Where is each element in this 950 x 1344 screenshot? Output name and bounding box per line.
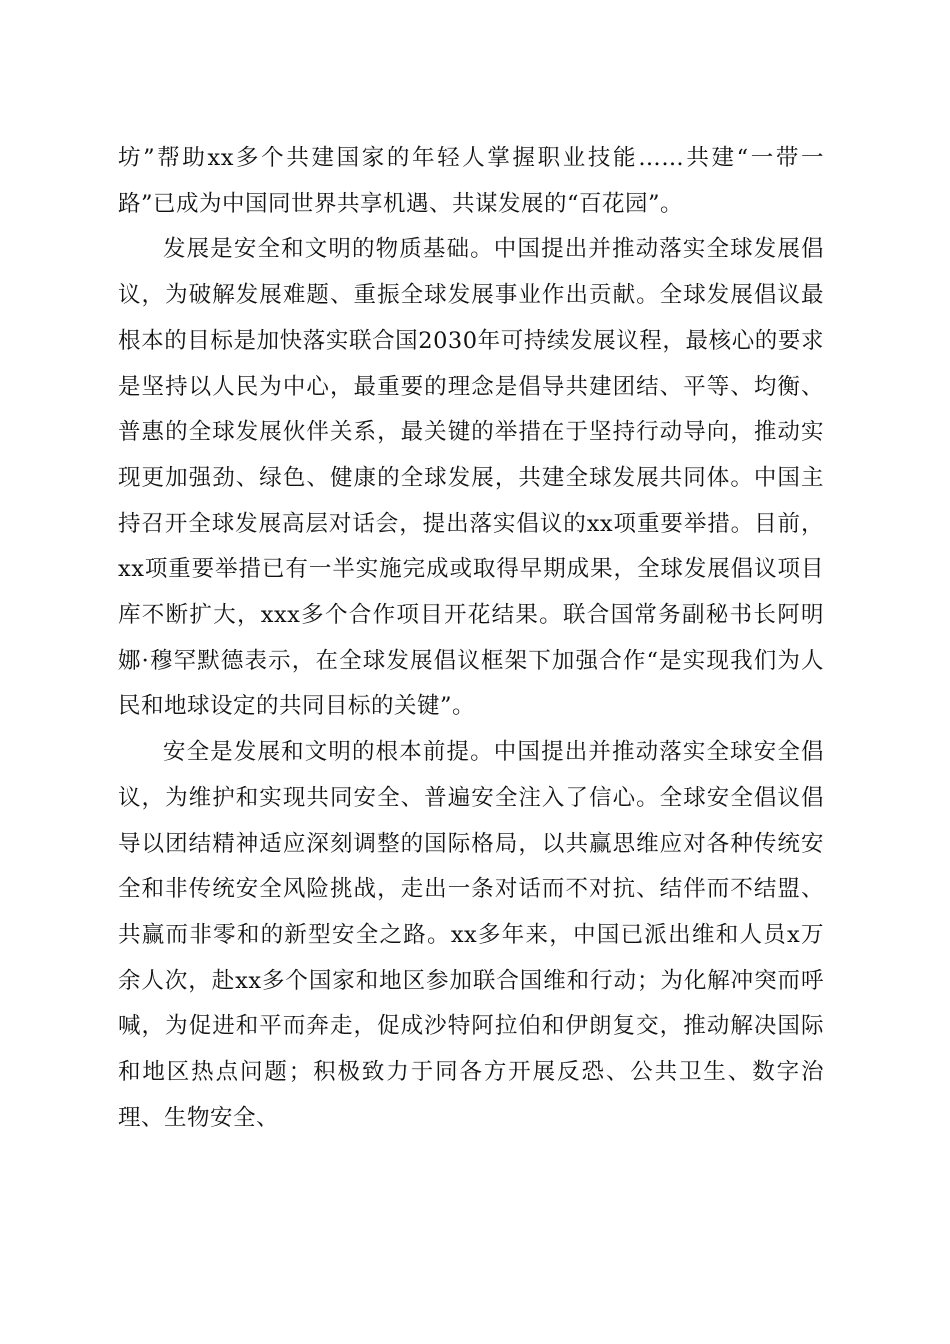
paragraph-development: 发展是安全和文明的物质基础。中国提出并推动落实全球发展倡议，为破解发展难题、重振全球发展事业作出贡献。全球发展倡议最根本的目标是加快落实联合国2030年可持续发展议程，最核心的要求是坚持以人民为中心，最重要的理念是倡导共建团结、平等、均衡、普惠的全球发展伙伴关系，最关键的举措在于坚持行动导向，推动实现更加强劲、绿色、健康的全球发展，共建全球发展共同体。中国主持召开全球发展高层对话会，提出落实倡议的xx项重要举措。目前，xx项重要举措已有一半实施完成或取得早期成果，全球发展倡议项目库不断扩大，xxx多个合作项目开花结果。联合国常务副秘书长阿明娜·穆罕默德表示，在全球发展倡议框架下加强合作“是实现我们为人民和地球设定的共同目标的关键”。 — [118, 236, 824, 720]
paragraph-security: 安全是发展和文明的根本前提。中国提出并推动落实全球安全倡议，为维护和实现共同安全、普遍安全注入了信心。全球安全倡议倡导以团结精神适应深刻调整的国际格局，以共赢思维应对各种传统安全和非传统安全风险挑战，走出一条对话而不对抗、结伴而不结盟、共赢而非零和的新型安全之路。xx多年来，中国已派出维和人员x万余人次，赴xx多个国家和地区参加联合国维和行动；为化解冲突而呼喊，为促进和平而奔走，促成沙特阿拉伯和伊朗复交，推动解决国际和地区热点问题；积极致力于同各方开展反恐、公共卫生、数字治理、生物安全、 — [118, 739, 824, 1131]
paragraph-continuation: 坊”帮助xx多个共建国家的年轻人掌握职业技能……共建“一带一路”已成为中国同世界共享机遇、共谋发展的“百花园”。 — [118, 145, 824, 217]
document-body — [118, 136, 824, 1141]
